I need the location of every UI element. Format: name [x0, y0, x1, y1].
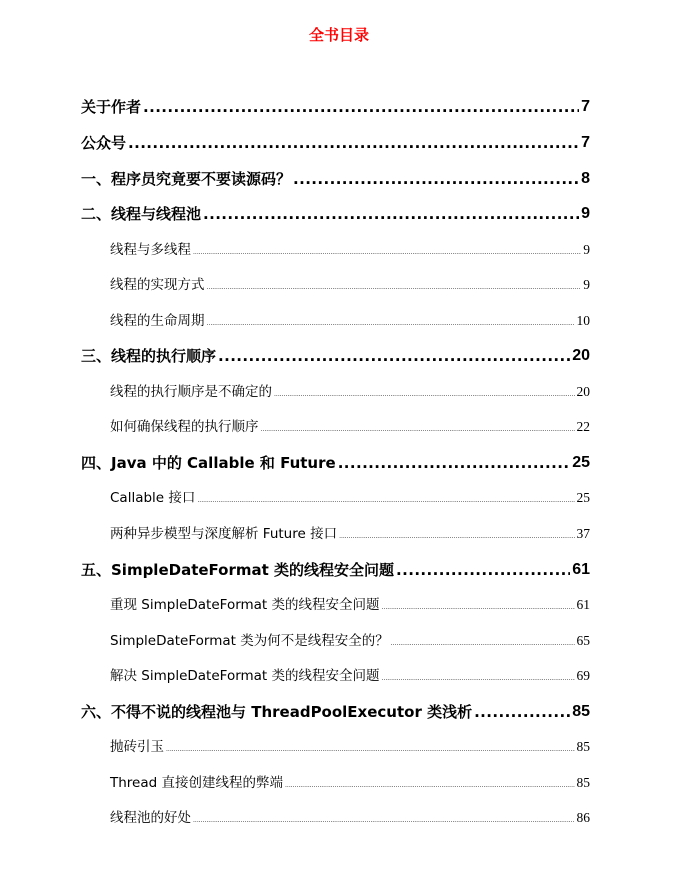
- toc-entry-title: 线程的执行顺序是不确定的: [110, 384, 272, 400]
- toc-entry-about-author[interactable]: [81, 96, 590, 118]
- toc-page-number: 86: [576, 810, 590, 825]
- toc-page-number: 9: [583, 242, 590, 257]
- toc-entry-section-2-3[interactable]: [110, 310, 590, 332]
- toc-page-number: 61: [572, 561, 590, 578]
- toc-entry-title: 线程池的好处: [110, 810, 191, 826]
- toc-dot-leader: [339, 534, 574, 540]
- toc-entry-section-6-2[interactable]: [110, 772, 590, 794]
- toc-dot-leader: [207, 285, 582, 291]
- toc-entry-section-5-1[interactable]: [110, 594, 590, 616]
- toc-dot-leader: [391, 641, 575, 647]
- toc-entry-title: 三、线程的执行顺序: [81, 347, 217, 365]
- toc-entry-chapter-3[interactable]: [81, 345, 590, 367]
- toc-entry-title: 公众号: [81, 134, 127, 152]
- toc-entry-chapter-4[interactable]: [81, 452, 590, 474]
- toc-dot-leader: [193, 250, 581, 256]
- toc-page-number: 85: [576, 775, 590, 790]
- toc-dot-leader: [382, 676, 575, 682]
- toc-entry-section-3-2[interactable]: [110, 416, 590, 438]
- toc-dot-leader: [166, 747, 575, 753]
- toc-entry-section-2-1[interactable]: [110, 239, 590, 261]
- toc-entry-title: Thread 直接创建线程的弊端: [110, 775, 283, 791]
- toc-entry-section-6-3[interactable]: [110, 807, 590, 829]
- toc-page-number: 7: [581, 98, 590, 115]
- toc-entry-title: 解决 SimpleDateFormat 类的线程安全问题: [110, 668, 380, 684]
- toc-entry-section-4-1[interactable]: [110, 487, 590, 509]
- toc-dot-leader: [197, 498, 574, 504]
- toc-page-number: 22: [576, 419, 590, 434]
- toc-entry-section-4-2[interactable]: [110, 523, 590, 545]
- toc-dot-leader: [193, 818, 575, 824]
- toc-dot-leader: [143, 96, 579, 118]
- toc-page-number: 25: [576, 490, 590, 505]
- toc-page-number: 85: [576, 739, 590, 754]
- toc-page-number: 20: [572, 347, 590, 364]
- toc-page-number: 69: [576, 668, 590, 683]
- toc-dot-leader: [474, 701, 570, 723]
- toc-entry-title: Callable 接口: [110, 490, 196, 506]
- toc-page-number: 10: [576, 313, 590, 328]
- toc-dot-leader: [128, 132, 579, 154]
- toc-dot-leader: [338, 452, 571, 474]
- toc-page-number: 61: [576, 597, 590, 612]
- toc-entry-title: 线程与多线程: [110, 242, 191, 258]
- toc-entry-chapter-1[interactable]: [81, 168, 590, 190]
- toc-dot-leader: [382, 605, 575, 611]
- toc-entry-section-6-1[interactable]: [110, 736, 590, 758]
- toc-page-number: 25: [572, 454, 590, 471]
- toc-page-number: 9: [583, 277, 590, 292]
- toc-entry-section-5-2[interactable]: [110, 630, 590, 652]
- toc-entry-section-2-2[interactable]: [110, 274, 590, 296]
- toc-page-number: 85: [572, 703, 590, 720]
- toc-dot-leader: [203, 203, 579, 225]
- toc-entry-title: 二、线程与线程池: [81, 205, 202, 223]
- toc-entry-title: 抛砖引玉: [110, 739, 164, 755]
- toc-entry-title: 五、SimpleDateFormat 类的线程安全问题: [81, 561, 395, 579]
- toc-entry-title: SimpleDateFormat 类为何不是线程安全的？: [110, 633, 389, 649]
- toc-dot-leader: [285, 783, 575, 789]
- toc-dot-leader: [207, 321, 575, 327]
- toc-entry-section-3-1[interactable]: [110, 381, 590, 403]
- toc-page-number: 37: [576, 526, 590, 541]
- toc-entry-title: 线程的生命周期: [110, 313, 205, 329]
- toc-entry-title: 线程的实现方式: [110, 277, 205, 293]
- toc-entry-title: 如何确保线程的执行顺序: [110, 419, 259, 435]
- toc-dot-leader: [396, 559, 570, 581]
- toc-entry-section-5-3[interactable]: [110, 665, 590, 687]
- toc-entry-title: 两种异步模型与深度解析 Future 接口: [110, 526, 338, 542]
- toc-entry-title: 六、不得不说的线程池与 ThreadPoolExecutor 类浅析: [81, 703, 473, 721]
- toc-entry-chapter-5[interactable]: [81, 559, 590, 581]
- toc-entry-title: 四、Java 中的 Callable 和 Future: [81, 454, 336, 472]
- toc-entry-chapter-6[interactable]: [81, 701, 590, 723]
- toc-entry-title: 重现 SimpleDateFormat 类的线程安全问题: [110, 597, 380, 613]
- toc-entry-official-account[interactable]: [81, 132, 590, 154]
- toc-dot-leader: [218, 345, 570, 367]
- toc-dot-leader: [261, 427, 575, 433]
- toc-page-number: 20: [576, 384, 590, 399]
- toc-entry-title: 一、程序员究竟要不要读源码？: [81, 170, 292, 188]
- toc-dot-leader: [274, 392, 575, 398]
- page-title: 全书目录: [308, 26, 369, 44]
- toc-dot-leader: [293, 168, 579, 190]
- toc-page-number: 7: [581, 134, 590, 151]
- toc-entry-chapter-2[interactable]: [81, 203, 590, 225]
- toc-page-number: 65: [576, 633, 590, 648]
- toc-entry-title: 关于作者: [81, 98, 142, 116]
- toc-page-number: 9: [581, 205, 590, 222]
- toc-page-number: 8: [581, 170, 590, 187]
